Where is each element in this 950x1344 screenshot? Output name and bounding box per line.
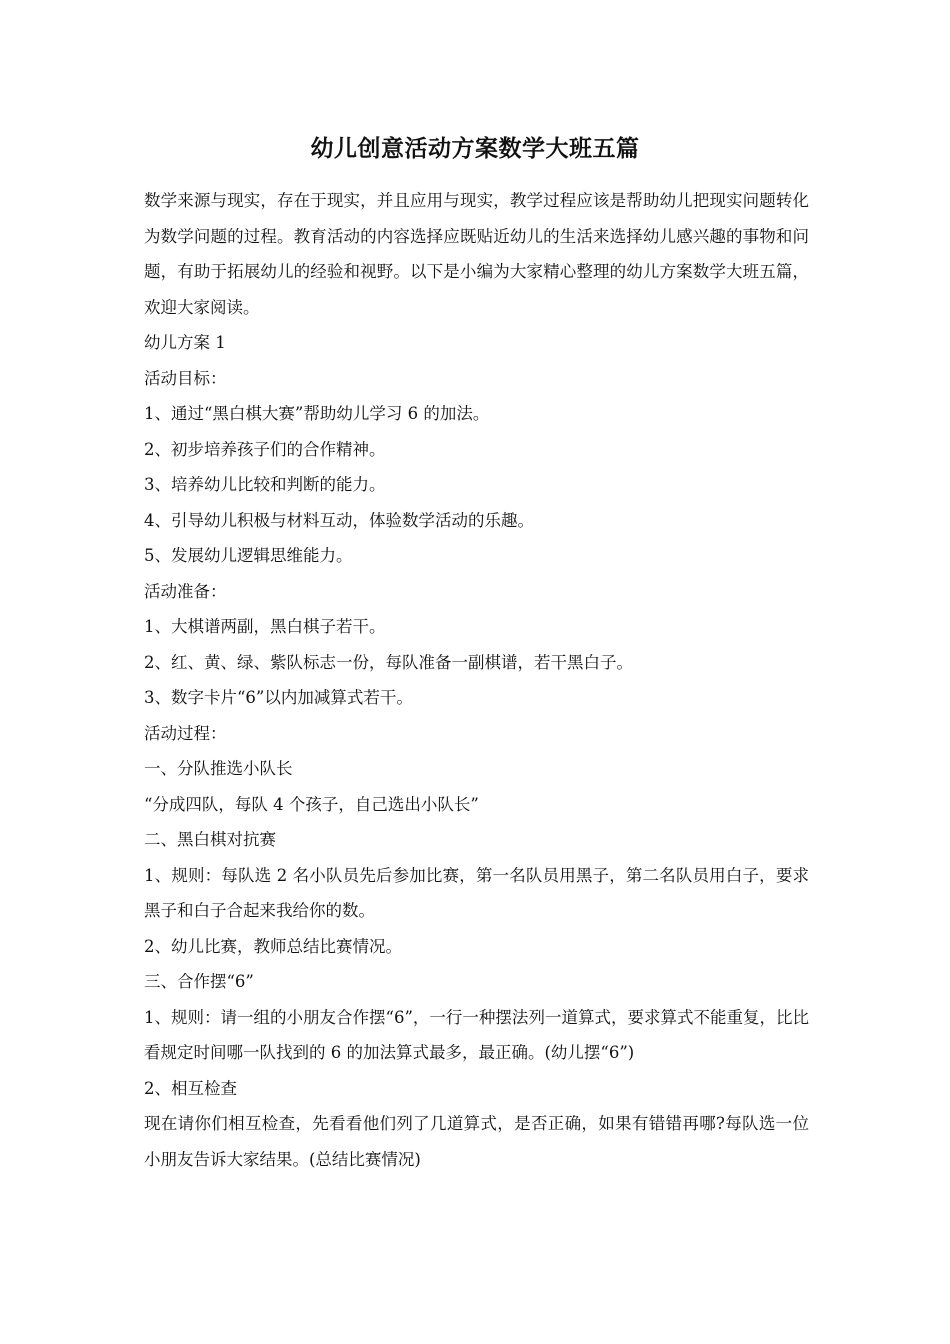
list-item: 2、初步培养孩子们的合作精神。 — [144, 439, 386, 459]
list-item: 1、规则：每队选 2 名小队员先后参加比赛，第一名队员用黑子，第二名队员用白子，要求黑子和白子合起来我给你的数。 — [144, 865, 809, 920]
list-item: 2、幼儿比赛，教师总结比赛情况。 — [144, 936, 402, 956]
list-item: 2、红、黄、绿、紫队标志一份，每队准备一副棋谱，若干黑白子。 — [144, 652, 633, 672]
document-title: 幼儿创意活动方案数学大班五篇 — [310, 135, 640, 162]
list-item: 4、引导幼儿积极与材料互动，体验数学活动的乐趣。 — [144, 510, 534, 530]
section-heading-preparation: 活动准备： — [144, 581, 227, 601]
plan-heading: 幼儿方案 1 — [144, 333, 226, 352]
body-paragraph: 现在请你们相互检查，先看看他们列了几道算式，是否正确，如果有错错再哪?每队选一位小朋友告诉大家结果。(总结比赛情况) — [144, 1114, 809, 1169]
list-item: 1、规则：请一组的小朋友合作摆“6”，一行一种摆法列一道算式，要求算式不能重复，比比看规定时间哪一队找到的 6 的加法算式最多，最正确。(幼儿摆“6”) — [144, 1007, 809, 1062]
quote-paragraph: “分成四队，每队 4 个孩子，自己选出小队长” — [144, 794, 479, 814]
list-item: 1、通过“黑白棋大赛”帮助幼儿学习 6 的加法。 — [144, 404, 490, 423]
intro-paragraph: 数学来源与现实，存在于现实，并且应用与现实，教学过程应该是帮助幼儿把现实问题转化为数学问题的过程。教育活动的内容选择应既贴近幼儿的生活来选择幼儿感兴趣的事物和问题，有助于拓展幼儿的经验和视野。以下是小编为大家精心整理的幼儿方案数学大班五篇，欢迎大家阅读。 — [144, 191, 809, 317]
section-heading-process: 活动过程： — [144, 723, 227, 743]
list-item: 2、相互检查 — [144, 1078, 237, 1098]
step-heading: 二、黑白棋对抗赛 — [144, 830, 276, 849]
list-item: 3、数字卡片“6”以内加减算式若干。 — [144, 688, 413, 707]
document-body — [144, 183, 809, 1177]
section-heading-goals: 活动目标： — [144, 368, 227, 388]
list-item: 5、发展幼儿逻辑思维能力。 — [144, 546, 353, 565]
list-item: 3、培养幼儿比较和判断的能力。 — [144, 475, 386, 494]
step-heading: 三、合作摆“6” — [144, 972, 254, 991]
step-heading: 一、分队推选小队长 — [144, 759, 293, 778]
list-item: 1、大棋谱两副，黑白棋子若干。 — [144, 617, 386, 636]
